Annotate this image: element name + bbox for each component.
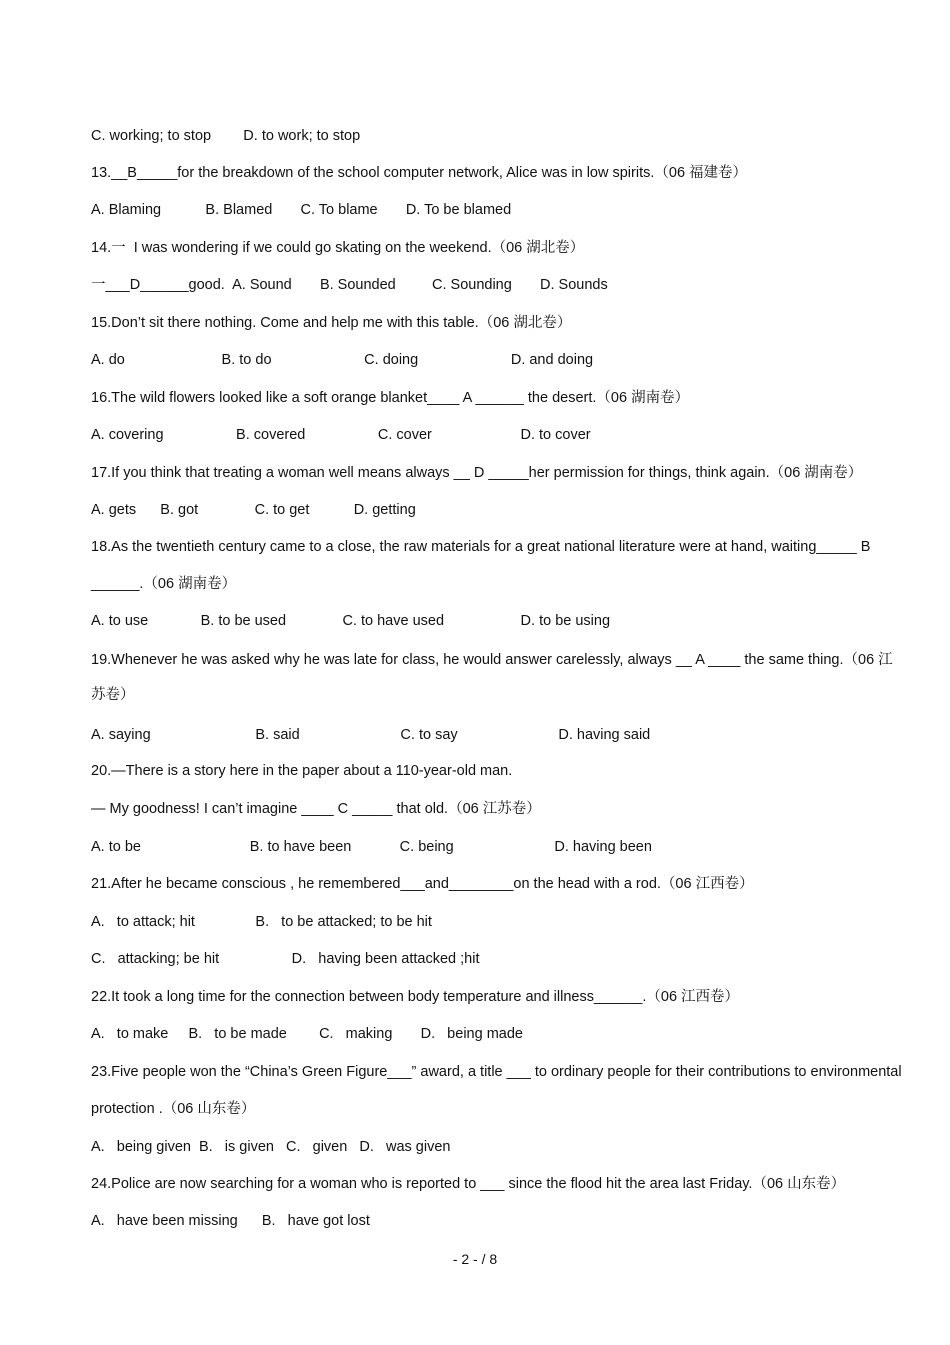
question-20: 20.—There is a story here in the paper about a 110-year-old man. <box>91 763 513 779</box>
options-20: A. to be B. to have been C. being D. having been <box>91 839 652 855</box>
question-15: 15.Don’t sit there nothing. Come and help me with this table.（06 湖北卷） <box>91 315 572 331</box>
options-24: A. have been missing B. have got lost <box>91 1213 370 1229</box>
question-19-cont: 苏卷） <box>91 687 135 703</box>
option-line-12: C. working; to stop D. to work; to stop <box>91 128 361 144</box>
question-24: 24.Police are now searching for a woman who is reported to ___ since the flood hit the area last Friday.（06 山东卷） <box>91 1176 846 1192</box>
options-21-ab: A. to attack; hit B. to be attacked; to be hit <box>91 914 432 930</box>
options-22: A. to make B. to be made C. making D. being made <box>91 1026 523 1042</box>
question-18-cont: ______.（06 湖南卷） <box>91 576 237 592</box>
question-17: 17.If you think that treating a woman well means always __ D _____her permission for things, think again.（06 湖南卷） <box>91 465 863 481</box>
question-18: 18.As the twentieth century came to a close, the raw materials for a great national literature were at hand, waiting_____ B <box>91 539 871 555</box>
options-18: A. to use B. to be used C. to have used D. to be using <box>91 613 611 629</box>
question-20-reply: — My goodness! I can’t imagine ____ C _____ that old.（06 江苏卷） <box>91 801 541 817</box>
options-14: 一___D______good. A. Sound B. Sounded C. Sounding D. Sounds <box>91 277 608 293</box>
options-13: A. Blaming B. Blamed C. To blame D. To be blamed <box>91 202 512 218</box>
options-17: A. gets B. got C. to get D. getting <box>91 502 416 518</box>
question-21: 21.After he became conscious , he remembered___and________on the head with a rod.（06 江西卷） <box>91 876 754 892</box>
question-23: 23.Five people won the “China’s Green Figure___” award, a title ___ to ordinary people for their contributions to environmental <box>91 1064 902 1080</box>
page-number: - 2 - / 8 <box>452 1251 498 1267</box>
options-21-cd: C. attacking; be hit D. having been attacked ;hit <box>91 951 480 967</box>
options-19: A. saying B. said C. to say D. having said <box>91 727 651 743</box>
question-23-cont: protection .（06 山东卷） <box>91 1101 256 1117</box>
question-19: 19.Whenever he was asked why he was late for class, he would answer carelessly, always __ A ____ the same thing.（06 江 <box>91 652 893 668</box>
options-23: A. being given B. is given C. given D. was given <box>91 1139 451 1155</box>
options-15: A. do B. to do C. doing D. and doing <box>91 352 594 368</box>
question-22: 22.It took a long time for the connection between body temperature and illness______.（06 江西卷） <box>91 989 740 1005</box>
question-13: 13.__B_____for the breakdown of the school computer network, Alice was in low spirits.（06 福建卷） <box>91 165 748 181</box>
options-16: A. covering B. covered C. cover D. to cover <box>91 427 591 443</box>
question-16: 16.The wild flowers looked like a soft orange blanket____ A ______ the desert.（06 湖南卷） <box>91 390 690 406</box>
question-14: 14.一 I was wondering if we could go skating on the weekend.（06 湖北卷） <box>91 240 585 256</box>
